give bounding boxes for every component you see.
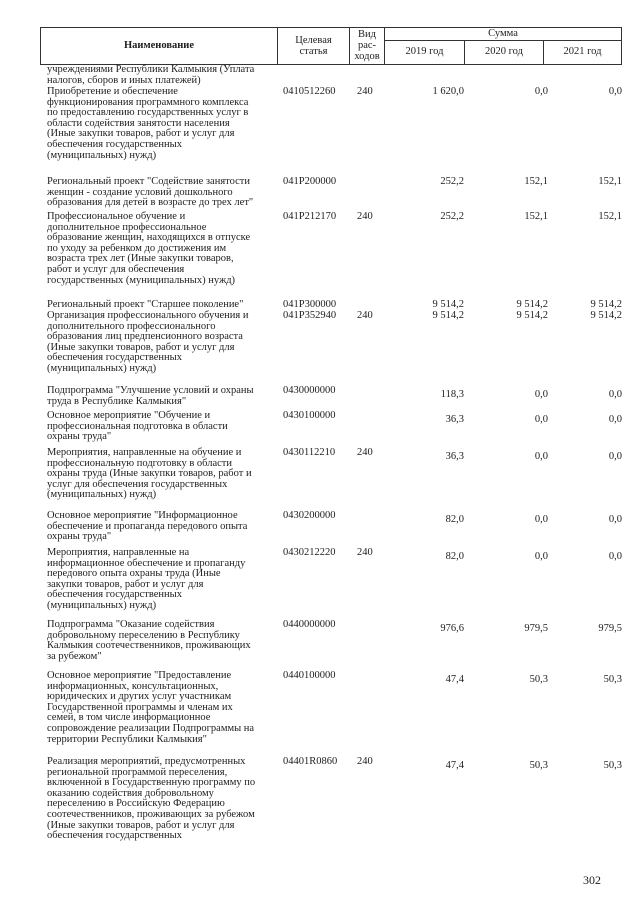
row-value-2020: 0,0: [534, 414, 548, 425]
row-name: Реализация мероприятий, предусмотренных региональной программой переселения, включенной в Государственную программу по оказанию содействия добровольному переселению в Российскую Федерацию соотечественников, проживающих за рубежом (Иные закупки товаров, работ и услуг для обеспечения государственных: [47, 756, 256, 842]
row-value-2021: 50,3: [603, 760, 622, 771]
row-value-2021: 0,0: [608, 551, 622, 562]
row-name: Основное мероприятие "Информационное обеспечение и пропаганда передового опыта охраны труда": [47, 510, 248, 543]
row-value-2021: 50,3: [603, 674, 622, 685]
row-value-2020: 0,0: [534, 551, 548, 562]
row-value-2019: 47,4: [445, 760, 464, 771]
row-vid: 240: [357, 547, 373, 558]
row-name: Подпрограмма "Улучшение условий и охраны труда в Республике Калмыкия": [47, 385, 254, 407]
row-value-2021: 152,1: [598, 211, 622, 222]
header-vid-line3: ходов: [354, 51, 380, 62]
row-name: Подпрограмма "Оказание содействия добровольному переселению в Республику Калмыкия соотечественников, проживающих за рубежом": [47, 619, 251, 662]
row-value-2019: 36,3: [445, 451, 464, 462]
row-code: 041P300000: [283, 299, 337, 310]
row-value-2019: 118,3: [440, 389, 464, 400]
row-value-2020: 0,0: [534, 86, 548, 97]
row-value-2020: 979,5: [524, 623, 548, 634]
header-vid-line1: Вид: [358, 29, 376, 40]
row-code: 04401R0860: [283, 756, 338, 767]
row-code: 0440000000: [283, 619, 336, 630]
row-name: Региональный проект "Старшее поколение": [47, 299, 244, 310]
row-name: учреждениями Республики Калмыкия (Уплата налогов, сборов и иных платежей): [47, 64, 255, 86]
row-vid: 240: [357, 447, 373, 458]
header-2021: 2021 год: [563, 46, 602, 57]
row-code: 0440100000: [283, 670, 336, 681]
row-value-2020: 152,1: [524, 211, 548, 222]
row-code: 0430112210: [283, 447, 336, 458]
row-name: Приобретение и обеспечение функционирования программного комплекса по предоставлению государственных услуг в области содействия занятости населения (Иные закупки товаров, работ и услуг для обеспечения государственных (муниципальных) нужд): [47, 86, 249, 161]
header-sum: Сумма: [488, 28, 518, 39]
row-name: Профессиональное обучение и дополнительное профессиональное образование женщин, находящихся в отпуске по уходу за ребенком до достижения им возраста трех лет (Иные закупки товаров, работ и услуг для обеспечения государственных (муниципальных) нужд): [47, 211, 251, 286]
row-value-2019: 47,4: [445, 674, 464, 685]
row-code: 041P200000: [283, 176, 337, 187]
header-2020: 2020 год: [485, 46, 523, 57]
row-value-2020: 0,0: [534, 514, 548, 525]
row-value-2019: 36,3: [445, 414, 464, 425]
row-code: 0430100000: [283, 410, 336, 421]
row-code: 0430212220: [283, 547, 336, 558]
row-name: Основное мероприятие "Предоставление информационных, консультационных, юридических и других услуг участникам Государственной программы и членам их семей, в том числе информационное сопровождение реализации Подпрограммы на территории Республики Калмыкия": [47, 670, 255, 745]
row-value-2021: 9 514,2: [590, 310, 622, 321]
row-value-2020: 9 514,2: [516, 299, 548, 310]
row-value-2019: 1 620,0: [432, 86, 464, 97]
row-value-2020: 0,0: [534, 389, 548, 400]
row-value-2019: 976,6: [440, 623, 464, 634]
row-value-2020: 50,3: [529, 674, 548, 685]
row-value-2019: 9 514,2: [432, 310, 464, 321]
row-code: 0430200000: [283, 510, 336, 521]
page-number: 302: [583, 873, 601, 887]
header-target-line1: Целевая: [295, 35, 332, 46]
header-name: Наименование: [124, 40, 194, 51]
row-value-2021: 0,0: [608, 414, 622, 425]
row-name: Мероприятия, направленные на обучение и профессиональную подготовку в области охраны труда (Иные закупки товаров, работ и услуг для обеспечения государственных (муниципальных) нужд): [47, 447, 252, 501]
row-name: Региональный проект "Содействие занятости женщин - создание условий дошкольного образования для детей в возрасте до трех лет": [47, 176, 254, 209]
row-code: 0430000000: [283, 385, 336, 396]
row-value-2021: 0,0: [608, 389, 622, 400]
row-value-2021: 979,5: [598, 623, 622, 634]
row-value-2021: 0,0: [608, 514, 622, 525]
row-value-2020: 50,3: [529, 760, 548, 771]
row-value-2019: 82,0: [445, 551, 464, 562]
row-value-2021: 9 514,2: [590, 299, 622, 310]
row-name: Организация профессионального обучения и дополнительного профессионального образования лиц предпенсионного возраста (Иные закупки товаров, работ и услуг для обеспечения государственных (муниципальных) нужд): [47, 310, 249, 374]
row-code: 041P352940: [283, 310, 337, 321]
header-vid-line2: рас-: [357, 40, 377, 51]
row-value-2020: 9 514,2: [516, 310, 548, 321]
row-value-2019: 252,2: [440, 176, 464, 187]
row-vid: 240: [357, 86, 373, 97]
row-vid: 240: [357, 310, 373, 321]
header-2019: 2019 год: [405, 46, 444, 57]
header-target-line2: статья: [299, 46, 328, 57]
row-name: Основное мероприятие "Обучение и профессиональная подготовка в области охраны труда": [47, 410, 228, 443]
row-value-2020: 152,1: [524, 176, 548, 187]
row-code: 041P212170: [283, 211, 337, 222]
row-vid: 240: [357, 211, 373, 222]
row-value-2021: 0,0: [608, 451, 622, 462]
row-value-2020: 0,0: [534, 451, 548, 462]
table-header: [40, 27, 622, 65]
row-value-2019: 82,0: [445, 514, 464, 525]
row-value-2021: 0,0: [608, 86, 622, 97]
row-vid: 240: [357, 756, 373, 767]
row-value-2021: 152,1: [598, 176, 622, 187]
row-value-2019: 9 514,2: [432, 299, 464, 310]
row-name: Мероприятия, направленные на информационное обеспечение и пропаганду передового опыта охраны труда (Иные закупки товаров, работ и услуг для обеспечения государственных (муниципальных) нужд): [47, 547, 246, 611]
row-value-2019: 252,2: [440, 211, 464, 222]
row-code: 0410512260: [283, 86, 336, 97]
